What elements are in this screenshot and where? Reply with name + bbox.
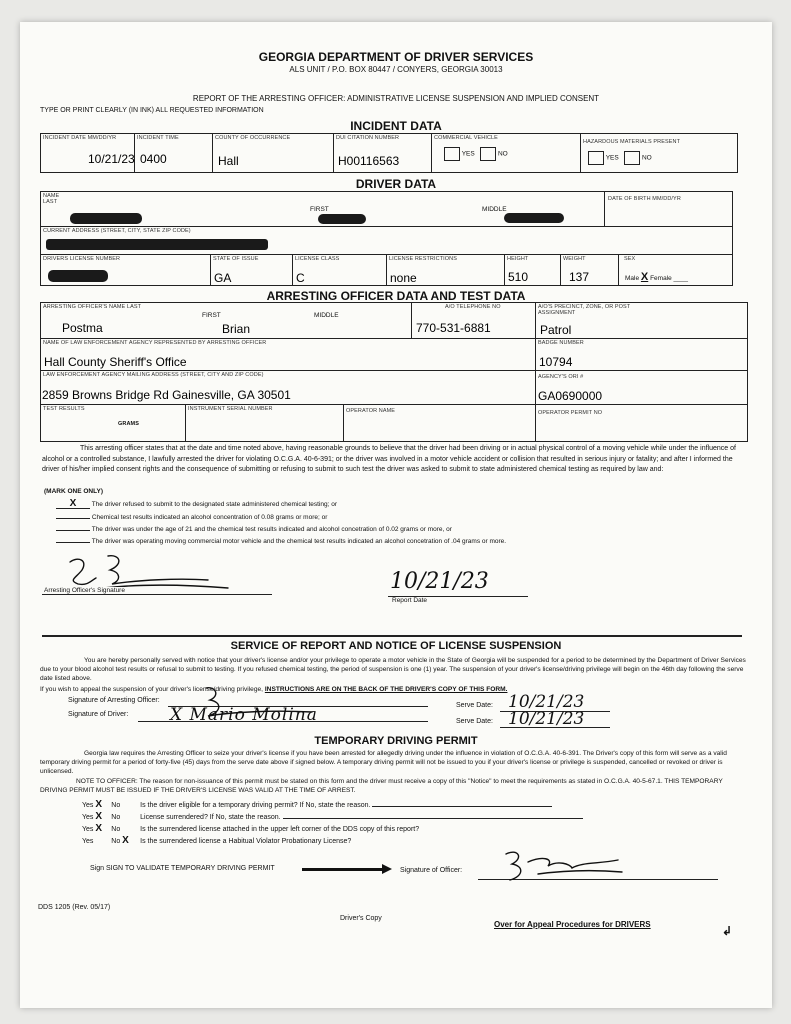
ori-label: AGENCY'S ORI # bbox=[538, 374, 584, 380]
form-number: DDS 1205 (Rev. 05/17) bbox=[38, 904, 111, 911]
option-commercial bbox=[56, 538, 506, 545]
attached-yes-mark[interactable]: X bbox=[95, 823, 103, 834]
serve-date-1: 10/21/23 bbox=[508, 692, 585, 712]
turn-over-icon: ↲ bbox=[722, 924, 733, 938]
option-under-21-blank[interactable] bbox=[56, 530, 90, 531]
driver-weight: 137 bbox=[569, 270, 590, 284]
service-title: SERVICE OF REPORT AND NOTICE OF LICENSE SUSPENSION bbox=[230, 640, 562, 652]
precinct-label: A/O'S PRECINCT, ZONE, OR POST ASSIGNMENT bbox=[538, 304, 631, 316]
mark-one-only: (MARK ONE ONLY) bbox=[44, 488, 103, 495]
permit-question-attached: Yes X No Is the surrendered license attached in the upper left corner of the DDS copy of this report? bbox=[82, 823, 420, 834]
badge-number: 10794 bbox=[539, 355, 573, 369]
commercial-no-label: NO bbox=[497, 150, 508, 158]
appeal-link[interactable]: Over for Appeal Procedures for DRIVERS bbox=[494, 920, 651, 929]
service-appeal-line bbox=[40, 686, 750, 693]
driver-section-title: DRIVER DATA bbox=[355, 177, 437, 191]
hazmat-label: HAZARDOUS MATERIALS PRESENT bbox=[583, 139, 681, 145]
hazmat-yes-checkbox[interactable] bbox=[588, 151, 604, 165]
redacted-license-number bbox=[48, 270, 108, 282]
option-alcohol-08-blank[interactable] bbox=[56, 518, 90, 519]
option-under-21-text: The driver was under the age of 21 and the chemical test results indicated and alcohol concetration of 0.02 grams or more, or bbox=[91, 526, 452, 533]
option-alcohol-08 bbox=[56, 514, 327, 521]
redacted-address bbox=[46, 239, 268, 250]
officer-signature-label: Arresting Officer's Signature bbox=[44, 587, 125, 594]
eligible-yes-mark[interactable]: X bbox=[95, 799, 103, 810]
permit-question-habitual: Yes No X Is the surrendered license a Habitual Violator Probationary License? bbox=[82, 835, 352, 846]
restrictions-label: LICENSE RESTRICTIONS bbox=[389, 256, 458, 262]
citation-label: DUI CITATION NUMBER bbox=[336, 135, 400, 141]
arrow-head-icon bbox=[382, 864, 392, 874]
operator-name-label: OPERATOR NAME bbox=[346, 408, 396, 414]
report-date: 10/21/23 bbox=[390, 569, 489, 594]
sex-female-label: Female bbox=[650, 275, 672, 282]
citation-number: H00116563 bbox=[338, 154, 400, 168]
option-commercial-blank[interactable] bbox=[56, 542, 90, 543]
form-title: GEORGIA DEPARTMENT OF DRIVER SERVICES bbox=[258, 50, 534, 64]
commercial-yes-checkbox[interactable] bbox=[444, 147, 460, 161]
statement-paragraph: This arresting officer states that at the date and time noted above, having reasonable grounds to believe that the driver had been driving or in actual physical control of a moving vehicle while under the influence of alcohol or a controlled substance, I lawfully arrested the driver for violating O.C.G.A. 40-6-391; or the driver was involved in a motor vehicle accident or collision that resulted in serious injury or fatality; and after I informed the driver of his/her implied consent rights and the consequence of submitting or refusing to submit to such test the driver was asked to submit to state administered chemical testing as required by law and: bbox=[42, 445, 736, 473]
hazmat-checkboxes bbox=[588, 151, 652, 165]
permit-question-eligible: Yes X No Is the driver eligible for a temporary driving permit? If No, state the reason. bbox=[82, 799, 722, 811]
driver-name-label: NAME LAST bbox=[43, 193, 60, 205]
agency-label: NAME OF LAW ENFORCEMENT AGENCY REPRESENTED BY ARRESTING OFFICER bbox=[43, 340, 267, 346]
driver-signature: X Mario Molina bbox=[170, 705, 318, 725]
operator-permit-label: OPERATOR PERMIT NO bbox=[538, 410, 603, 416]
sex-male-label: Male bbox=[625, 275, 640, 282]
sex-male-mark[interactable]: X bbox=[640, 271, 649, 283]
incident-time: 0400 bbox=[140, 152, 167, 166]
option-refused-mark[interactable]: X bbox=[56, 500, 90, 509]
commercial-yes-label: YES bbox=[461, 150, 475, 158]
form-page bbox=[20, 22, 772, 1008]
officer-precinct: Patrol bbox=[540, 323, 572, 337]
service-appeal-text: If you wish to appeal the suspension of your driver's license/driving privilege, bbox=[40, 686, 263, 693]
redacted-first-name bbox=[318, 214, 366, 224]
officer-middle-label: MIDDLE bbox=[314, 312, 339, 319]
service-appeal-instructions: INSTRUCTIONS ARE ON THE BACK OF THE DRIVER'S COPY OF THIS FORM. bbox=[264, 686, 508, 693]
license-restrictions: none bbox=[390, 271, 417, 285]
permit-questions bbox=[82, 799, 722, 847]
sex-label: SEX bbox=[624, 256, 636, 262]
incident-date-label: INCIDENT DATE MM/DD/YR bbox=[43, 135, 117, 141]
address-label: CURRENT ADDRESS (STREET, CITY, STATE ZIP CODE) bbox=[43, 228, 191, 234]
grams-label: GRAMS bbox=[118, 421, 139, 427]
phone-label: A/O TELEPHONE NO bbox=[445, 304, 501, 310]
height-label: HEIGHT bbox=[507, 256, 529, 262]
driver-first-label: FIRST bbox=[310, 206, 329, 213]
class-label: LICENSE CLASS bbox=[295, 256, 340, 262]
habitual-no-mark[interactable]: X bbox=[122, 835, 129, 846]
agency-address-label: LAW ENFORCEMENT AGENCY MAILING ADDRESS (STREET, CITY AND ZIP CODE) bbox=[43, 372, 264, 378]
surrendered-yes-mark[interactable]: X bbox=[95, 811, 103, 822]
serve-date-label-1: Serve Date: bbox=[456, 702, 493, 709]
permit-title: TEMPORARY DRIVING PERMIT bbox=[314, 735, 478, 747]
redacted-last-name bbox=[70, 213, 142, 224]
agency-address: 2859 Browns Bridge Rd Gainesville, GA 30501 bbox=[42, 388, 291, 402]
test-results-label: TEST RESULTS bbox=[43, 406, 85, 412]
driver-sig-label: Signature of Driver: bbox=[68, 711, 129, 718]
incident-time-label: INCIDENT TIME bbox=[137, 135, 179, 141]
agency-ori: GA0690000 bbox=[538, 389, 603, 403]
serve-date-label-2: Serve Date: bbox=[456, 718, 493, 725]
permit-officer-sig-label: Signature of Officer: bbox=[400, 867, 463, 874]
option-refused bbox=[56, 500, 337, 509]
incident-date: 10/21/23 bbox=[88, 152, 135, 166]
license-class: C bbox=[296, 271, 305, 285]
officer-first-name: Brian bbox=[222, 322, 251, 336]
hazmat-no-label: NO bbox=[641, 154, 652, 162]
driver-middle-label: MIDDLE bbox=[482, 206, 507, 213]
service-paragraph: You are hereby personally served with notice that your driver's license and/or your privilege to operate a motor vehicle in the State of Georgia will be suspended for a period to be determined by the Department of Driver Services due to your blood alcohol test results or refusal to submit to testing. If you refused chemical testing, the period of suspension is one (1) year. The suspension of your driver's license/driving privilege will begin on the 46th day following the serve date listed above. bbox=[40, 657, 746, 682]
officer-phone: 770-531-6881 bbox=[416, 321, 491, 335]
incident-section-title: INCIDENT DATA bbox=[350, 119, 442, 133]
type-instruction: TYPE OR PRINT CLEARLY (IN INK) ALL REQUESTED INFORMATION bbox=[40, 107, 264, 114]
badge-label: BADGE NUMBER bbox=[538, 340, 584, 346]
hazmat-no-checkbox[interactable] bbox=[624, 151, 640, 165]
option-commercial-text: The driver was operating moving commercial motor vehicle and the chemical test results indicated an alcohol concetration of .04 grams or more. bbox=[91, 538, 507, 545]
service-officer-sig-label: Signature of Arresting Officer: bbox=[68, 697, 160, 704]
option-alcohol-08-text: Chemical test results indicated an alcohol concentration of 0.08 grams or more; or bbox=[91, 514, 328, 521]
officer-section-title: ARRESTING OFFICER DATA AND TEST DATA bbox=[266, 289, 526, 303]
officer-first-label: FIRST bbox=[202, 312, 221, 319]
form-address: ALS UNIT / P.O. BOX 80447 / CONYERS, GEORGIA 30013 bbox=[289, 65, 503, 74]
commercial-no-checkbox[interactable] bbox=[480, 147, 496, 161]
hazmat-yes-label: YES bbox=[605, 154, 619, 162]
license-number-label: DRIVERS LICENSE NUMBER bbox=[43, 256, 121, 262]
commercial-label: COMMERCIAL VEHICLE bbox=[434, 135, 498, 141]
serve-date-2: 10/21/23 bbox=[508, 709, 585, 729]
serial-number-label: INSTRUMENT SERIAL NUMBER bbox=[188, 406, 273, 412]
redacted-middle-name bbox=[504, 213, 564, 223]
permit-paragraph: Georgia law requires the Arresting Officer to seize your driver's license if you have been arrested for allegedly driving under the influence in violation of O.C.G.A. 40-6-391. The Driver's copy of this form will serve as a valid temporary driving permit for a period of forty-five (45) days from the serve date above if signed below. A temporary driving permit will not be issued to you if your driver's license or privilege is suspended, cancelled or revoked or driver is unlicensed. bbox=[40, 750, 727, 775]
officer-name-label: ARRESTING OFFICER'S NAME LAST bbox=[43, 304, 142, 310]
copy-type: Driver's Copy bbox=[340, 915, 382, 922]
permit-officer-signature bbox=[498, 844, 628, 886]
driver-height: 510 bbox=[508, 270, 529, 284]
option-refused-text: The driver refused to submit to the designated state administered chemical testing; or bbox=[91, 501, 338, 508]
sex-options: Male X Female ____ bbox=[625, 271, 689, 283]
option-under-21 bbox=[56, 526, 452, 533]
commercial-checkboxes bbox=[444, 147, 508, 161]
county: Hall bbox=[218, 154, 239, 168]
permit-sign-label: Sign SIGN TO VALIDATE TEMPORARY DRIVING PERMIT bbox=[90, 865, 275, 872]
state-label: STATE OF ISSUE bbox=[213, 256, 259, 262]
permit-note: NOTE TO OFFICER: The reason for non-issuance of this permit must be stated on this form and the driver must receive a copy of this "Notice" to meet the requirements as stated in O.C.G.A. 40-5-67.1. THIS TEMPORARY DRIVING PERMIT MUST BE ISSUED IF THE DRIVER'S LICENSE WAS VALID AT THE TIME OF ARREST. bbox=[40, 778, 723, 794]
permit-question-surrendered: Yes X No License surrendered? If No, state the reason. bbox=[82, 811, 722, 823]
report-title: REPORT OF THE ARRESTING OFFICER: ADMINISTRATIVE LICENSE SUSPENSION AND IMPLIED CONSENT bbox=[192, 94, 600, 103]
dob-label: DATE OF BIRTH MM/DD/YR bbox=[608, 196, 681, 202]
weight-label: WEIGHT bbox=[563, 256, 586, 262]
report-date-label: Report Date bbox=[392, 597, 428, 604]
license-state: GA bbox=[214, 271, 232, 285]
county-label: COUNTY OF OCCURRENCE bbox=[215, 135, 291, 141]
officer-last-name: Postma bbox=[62, 321, 103, 335]
arrow-right-icon bbox=[302, 868, 384, 871]
agency-name: Hall County Sheriff's Office bbox=[44, 355, 187, 369]
